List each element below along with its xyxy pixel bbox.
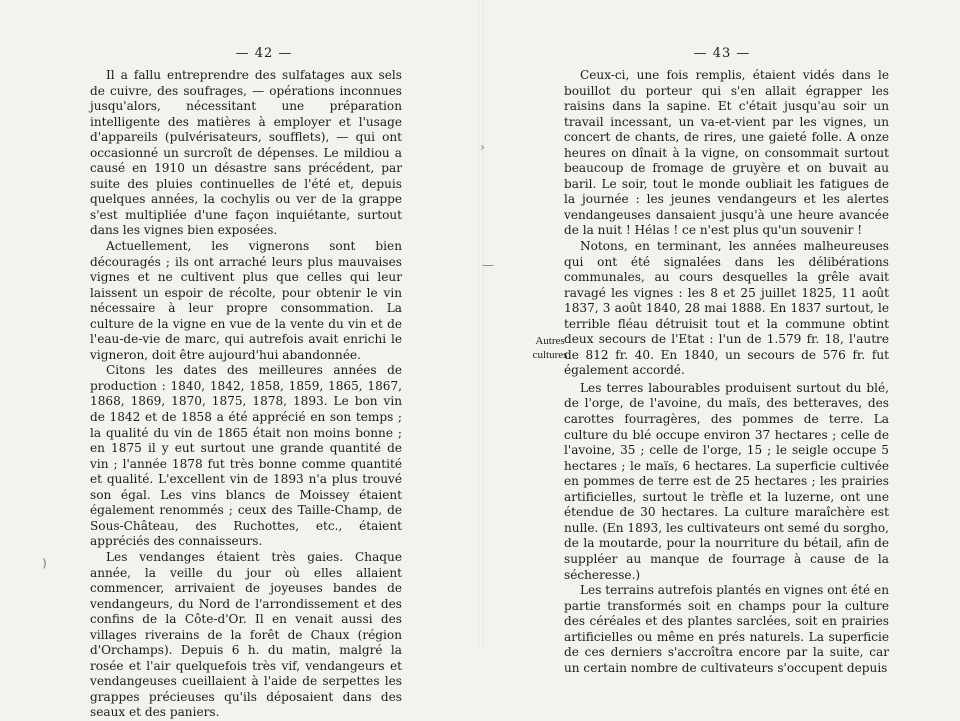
- paragraph-vendanges-suite: Ceux-ci, une fois remplis, étaient vidés dans le bouillot du porteur qui s'en allait égrapper les raisins dans la sapine. Et c'était jusqu'au soir un travail incessant, un va-et-vient par les vignes, un concert de chants, de rires, une gaieté folle. A onze heures on dînait à la vigne, on consommait surtout beaucoup de fromage de gruyère et on buvait au baril. Le soir, tout le monde oubliait les fatigues de la journée : les jeunes vendangeurs et les alertes vendangeuses dansaient jusqu'à une heure avancée de la nuit ! Hélas ! ce n'est plus qu'un souvenir !: [564, 68, 889, 238]
- page-number-43: — 43 —: [693, 46, 751, 61]
- page-mark-paren: ): [42, 556, 47, 570]
- right-page-body: [564, 68, 889, 676]
- right-page: [484, 0, 960, 675]
- paragraph-terrains-vignes: Les terrains autrefois plantés en vignes ont été en partie transformés soit en champs pour la culture des céréales et des plantes sarclées, soit en prairies artificielles ou même en prés naturels. La superficie de ces derniers s'accroîtra encore par la suite, car un certain nombre de cultivateurs s'occupent depuis: [564, 583, 889, 675]
- paragraph-vendanges: Les vendanges étaient très gaies. Chaque année, la veille du jour où elles allaient commencer, arrivaient de joyeuses bandes de vendangeurs, du Nord de l'arrondissement et des confins de la Côte-d'Or. Il en venait aussi des villages riverains de la forêt de Chaux (région d'Orchamps). Depuis 6 h. du matin, malgré la rosée et l'air quelquefois très vif, vendangeurs et vendangeuses cueillaient à l'aide de serpettes les grappes précieuses qu'ils déposaient dans des seaux et des paniers.: [90, 549, 402, 720]
- margin-note-autres-cultures: Autres cultures: [532, 335, 568, 361]
- paragraph-meilleures-annees: Citons les dates des meilleures années de production : 1840, 1842, 1858, 1859, 1865, 1867, 1868, 1869, 1870, 1875, 1878, 1893. Le bon vin de 1842 et de 1858 a été apprécié en son temps ; la qualité du vin de 1865 était non moins bonne ; en 1875 il y eut surtout une grande quantité de vin ; l'année 1878 fut très bonne comme quantité et qualité. L'excellent vin de 1893 n'a plus trouvé son égal. Les vins blancs de Moissey étaient également renommés ; ceux des Taille-Champ, de Sous-Château, des Ruchottes, etc., étaient appréciés des connaisseurs.: [90, 363, 402, 549]
- page-mark-dot: ›: [480, 140, 485, 154]
- paragraph-sulfatages: Il a fallu entreprendre des sulfatages aux sels de cuivre, des soufrages, — opérations inconnues jusqu'alors, nécessitant une préparation intelligente des matières à employer et l'usage d'appareils (pulvérisateurs, soufflets), — qui ont occasionné un surcroît de dépenses. Le mildiou a causé en 1910 un désastre sans précédent, par suite des pluies continuelles de l'été et, depuis quelques années, la cochylis ou ver de la grappe s'est multipliée d'une façon inquiétante, surtout dans les vignes bien exposées.: [90, 68, 402, 238]
- page-number-42: — 42 —: [235, 46, 293, 61]
- left-page-body: [90, 68, 402, 721]
- left-page: [0, 0, 478, 720]
- page-mark-dash: —: [482, 258, 494, 272]
- paragraph-annees-malheureuses: Notons, en terminant, les années malheureuses qui ont été signalées dans les délibérations communales, au cours desquelles la grêle avait ravagé les vignes : les 8 et 25 juillet 1825, 11 août 1837, 3 août 1840, 28 mai 1888. En 1837 surtout, le terrible fléau détruisit tout et la commune obtint deux secours de l'Etat : l'un de 1.579 fr. 18, l'autre de 812 fr. 40. En 1840, un secours de 576 fr. fut également accordé.: [564, 239, 889, 378]
- paragraph-vignerons-decourages: Actuellement, les vignerons sont bien découragés ; ils ont arraché leurs plus mauvaises vignes et ne cultivent plus que celles qui leur laissent un espoir de récolte, pour obtenir le vin nécessaire à leur propre consommation. La culture de la vigne en vue de la vente du vin et de l'eau-de-vie de marc, qui autrefois avait enrichi le vigneron, doit être aujourd'hui abandonnée.: [90, 239, 402, 362]
- paragraph-terres-labourables: Les terres labourables produisent surtout du blé, de l'orge, de l'avoine, du maïs, des betteraves, des carottes fourragères, des pommes de terre. La culture du blé occupe environ 37 hectares ; celle de l'avoine, 35 ; celle de l'orge, 15 ; le seigle occupe 5 hectares ; le maïs, 6 hectares. La superficie cultivée en pommes de terre est de 25 hectares ; les prairies artificielles, surtout le trèfle et la luzerne, ont une étendue de 30 hectares. La culture maraîchère est nulle. (En 1893, les cultivateurs ont semé du sorgho, de la moutarde, pour la nourriture du bétail, afin de suppléer au manque de fourrage à cause de la sécheresse.): [564, 380, 889, 582]
